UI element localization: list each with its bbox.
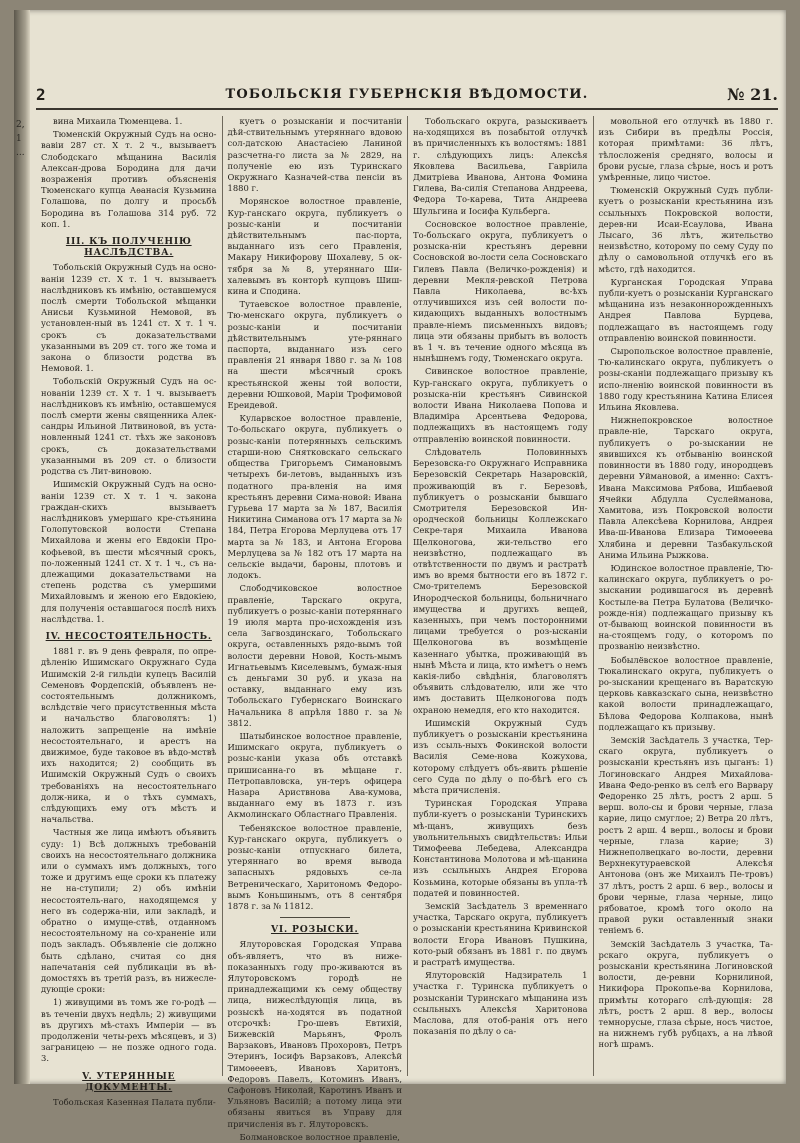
notice-paragraph: Тутаевское волостное правленіе, Тю-менскаго округа, публикуетъ о розыс-каніи и посчитаніи дѣйствительнымъ уте-ряннаго паспорта, выданнаго изъ сего правленія 21 января 1880 г. за № 108 на шести мѣсячный срокъ крестьянской жены той волости, деревни Юшковой, Маріи Трофимовой Ереидевой. <box>227 299 402 411</box>
section-heading: IV. НЕСОСТОЯТЕЛЬНОСТЬ. <box>45 630 212 642</box>
notice-paragraph: Сосновское волостное правленіе, То-больскаго округа, публикуетъ о розыска-ніи крестьянъ деревни Сосновской во-лости села Сосновскаго Гилевъ Павла (Величко-рожденія) и деревни Мекля-ревской Петрова Павла Николаева, вс-ѣхъ отлучившихся изъ сей волости по-кидающихъ выданныхъ волостнымъ правле-ніемъ письменныхъ видовъ; лица эти обязаны прибыть въ волость въ 1 ч. въ течение одного мѣсяца въ нынѣшнемъ году, Тюменскаго округа. <box>413 218 588 364</box>
notice-paragraph: Ялуторовская Городская Управа объ-являетъ, что въ ниже-показанныхъ году про-живаются въ Ялуторовскомъ городѣ не принадлежащими къ сему обществу лица, нижеслѣдующія лица, въ розыскѣ на-ходятся въ податной отсрочкѣ: Гро-шевъ Евтихій, Бижевскій Марьянъ, Фролъ Варзаковъ, Ивановъ Прохоровъ, Петръ Этеринъ, Іосифъ Варзаковъ, Алексѣй Тимоѳеевъ, Ивановъ Харитонъ, Федоровъ Павелъ, Котоминъ Иванъ, Сафоновъ Николай, Каротинъ Иванъ и Ульяновъ Василій; а потому лица эти обязаны явиться въ Управу для причисленія въ г. Ялуторовскъ. <box>227 939 402 1129</box>
notice-paragraph: Земскій Засѣдатель 3 участка, Тер-скаго округа, публикуетъ о розысканіи крестьянъ изъ цыганъ: 1) Логиновскаго Андрея Михайлова-Ивана Федо-ренко въ селѣ его Варвару Федоренко 25 лѣтъ, ростъ 2 арш. 5 верш. воло-сы и брови черные, глаза карие, лицо смуглое; 2) Ветра 20 лѣтъ, ростъ 2 арш. 4 верш., волосы и брови черные, глаза карие; 3) Нижнеполвецкаго во-лости, деревни Верхнекутураевской Алексѣя Антонова (онъ же Михаилъ Пе-тровъ) 37 лѣтъ, ростъ 2 арш. 6 вер., волосы и брови черные, глаза черные, лицо рябоватое, кромѣ того около на правой руки оставленный знаки теніемъ 6. <box>598 734 773 936</box>
text-columns <box>36 116 778 1142</box>
notice-paragraph: Слободчиковское волостное правленіе, Тарскаго округа, публикуетъ о розыс-каніи потеряннаго 19 июля марта про-исхожденія изъ села Загвоздинскаго, Тобольскаго округа, оставленныхъ рядо-вымъ той волости деревни Новой, Кость-мымъ Игнатьевымъ Киселевымъ, бумаж-ныя съ деньгами 30 руб. и указа на оставку, выданнаго ему изъ Тобольскаго Губернскаго Воинскаго Начальника 8 апрѣля 1880 г. за № 3812. <box>227 583 402 728</box>
notice-paragraph: Тобольскій Окружный Судъ на осно-ваніи 1239 ст. Х т. 1 ч. вызываетъ наслѣдниковъ къ имѣнію, оставшемуся послѣ смерти Тобольской мѣщанки Анисьи Кузьминой Немовой, въ установлен-ный въ 1241 ст. Х т. 1 ч. срокъ съ доказательствами указанными въ 209 ст. того же тома и закона о близости родства въ Немовой. 1. <box>41 262 217 374</box>
issue-number: № 21. <box>727 84 778 104</box>
section-heading: V. УТЕРЯННЫЕ ДОКУМЕНТЫ. <box>82 1070 176 1093</box>
section-heading: VI. РОЗЫСКИ. <box>270 924 359 936</box>
gutter-marks <box>16 118 25 160</box>
column-3 <box>407 116 593 1076</box>
notice-paragraph: Бобылёвское волостное правленіе, Тюкалинскаго округа, публикуетъ о ро-зыскании крещенаго въ Варатскую церковь кавказскаго сына, неизвѣстно какой волости принадлежащаго, Бѣлова Федорова Колпакова, нынѣ подлежащаго къ призыву. <box>598 654 773 732</box>
newspaper-page <box>14 10 786 1142</box>
notice-paragraph: куетъ о розысканіи и посчитаніи дѣй-ствительнымъ утеряннаго вдовою сол-датскою Анастасіею Ланиной разсчетна-го листа за № 2829, на полученіе ею изъ Туринскаго Окружнаго Казначей-ства пенсіи въ 1880 г. <box>227 116 402 194</box>
masthead-title: ТОБОЛЬСКІЯ ГУБЕРНСКІЯ ВѢДОМОСТИ. <box>225 86 589 102</box>
notice-paragraph: Слѣдователь Половинныхъ Березовска-го Окружнаго Исправника Березовскій Секретарь Назаровскій, проживающій въ г. Березовѣ, публикуетъ о розысканіи бывшаго Смотрителя Березовской Ин-ородческой больницы Коллежскаго Секре-таря Михаила Иванова Щелконогова, жи-тельство его неизвѣстно, подлежащаго въ отвѣтственности по двумъ и растратѣ имъ во время бытности его въ 1872 г. Смо-трителемъ Березовской Инородческой больницы, больничнаго имущества и другихъ вещей, казенныхъ, при чемъ посторонними лицами требуется о роз-ысканіи Щелконогова въ возмѣщеніе казеннаго убытка, проживающій въ нынѣ Мѣста и лица, кто имѣетъ о немъ какія-либо свѣдѣнія, благоволятъ объявить слѣдователю, или же что имъ доставить Щелконогова подъ охраною немедля, его кто находится. <box>413 446 588 715</box>
gutter-mark: 1 <box>16 134 22 144</box>
section-heading: III. КЪ ПОЛУЧЕНІЮ НАСЛѢДСТВА. <box>65 236 192 259</box>
notice-paragraph: Ялуторовскій Надзиратель 1 участка г. Туринска публикуетъ о розысканіи Туринскаго мѣщанина изъ ссыльныхъ Алексѣя Харитонова Маслова, для отоб-ранія отъ него показанія по дѣлу о са- <box>413 970 588 1037</box>
notice-paragraph: Тюменскій Окружный Судъ публи-куетъ о розысканіи крестьянина изъ ссыльныхъ Покровской волости, дерев-ни Исаи-Есаулова, Ивана Лысаго, 36 лѣтъ, жительство неизвѣстно, которому по сему Суду по дѣлу о самовольной отлучкѣ его въ мѣсто, гдѣ находится. <box>598 185 773 274</box>
notice-paragraph: 1) живущими въ томъ же го-родѣ — въ теченіи двухъ недѣль; 2) живущими въ другихъ мѣ-стахъ Имперіи — въ продолженіи четы-рехъ мѣсяцевъ, и 3) заграницею — не позже одного года. 3. <box>41 997 217 1064</box>
notice-paragraph: Морянское волостное правленіе, Кур-ганскаго округа, публикуетъ о розыс-каніи и посчитаніи дѣйствительнымъ пас-порта, выданнаго изъ сего Правленія, Макару Никифорову Шохалеву, 5 ок-тября за № 8, утеряннаго Ши-халевымъ въ конторѣ купцовъ Шиш-кина и Сподина. <box>227 196 402 297</box>
notice-paragraph: Курганская Городская Управа публи-куетъ о розысканіи Курганскаго мѣщанина изъ незаконнорожденныхъ Андрея Павлова Бурцева, подлежащаго въ настоящемъ году отправленію воинской повинности. <box>598 276 773 343</box>
notice-paragraph: Ишимскій Окружный Судъ публикуетъ о розысканіи крестьянина изъ ссыль-ныхъ Фокинской волости Василія Семе-нова Кожухова, которому слѣдуетъ объ-явить рѣшеніе сего Суда по дѣлу о по-бѣгѣ его съ мѣста причисленія. <box>413 717 588 795</box>
notice-paragraph: Туринская Городская Управа публи-куетъ о розысканіи Туринскихъ мѣ-щанъ, живущихъ безъ увольнительныхъ свидѣтельствъ: Ильи Тимофеева Лебедева, Александра Константинова Молотова и мѣ-щанина изъ ссыльныхъ Андрея Егорова Козьмина, которые обязаны въ упла-тѣ податей и повинностей. <box>413 798 588 898</box>
notice-paragraph: Шатыбинское волостное правленіе, Ишимскаго округа, публикуетъ о розыс-каніи указа объ отставкѣ пришисанна-го въ мѣщане г. Петропавловска, ун-теръ офицера Назара Ариствнова Ава-кумова, выданнаго ему въ 1873 г. изъ Акмолинскаго Областнаго Правленія. <box>227 730 402 820</box>
column-2 <box>222 116 408 1142</box>
notice-paragraph: Тебенякское волостное правленіе, Кур-ганскаго округа, публикуетъ о розыс-каніи отпускнаго билета, утеряннаго во время вывода запасныхъ рядовыхъ се-ла Ветреническаго, Харитономъ Федоро-вымъ Коньшинымъ, отъ 8 сентября 1878 г. за № 11812. <box>227 822 402 912</box>
notice-paragraph: Земскій Засѣдатель 3 участка, Та-рскаго округа, публикуетъ о розысканіи крестьянина Логиновской волости, де-ревни Корнилиной, Никифора Прокопье-ва Корнилова, примѣты котораго слѣ-дующія: 28 лѣтъ, ростъ 2 арш. 8 вер., волосы темнорусые, глаза сѣрые, носъ чистое, на нижнемъ губѣ рубцахъ, а на лѣвой ногѣ шрамъ. <box>598 938 773 1050</box>
page-header <box>36 80 778 110</box>
binding-gutter <box>14 10 30 1084</box>
notice-paragraph: Болмановское волостное правленіе, <box>239 1131 400 1142</box>
notice-paragraph: Ишимскій Окружный Судъ на осно-ваніи 1239 ст. Х т. 1 ч. закона граждан-скихъ вызываетъ наслѣдниковъ умершаго кре-стьянина Голопутовской волости Степана Михайлова и жены его Евдокіи Про-кофьевой, въ шести мѣсячный срокъ, по-ложенный 1241 ст. Х т. 1 ч., съ на-длежащими доказательствами на степень родства съ умершими Михайловымъ и женою его Евдокіею, для полученія оставшагося послѣ нихъ наслѣдства. 1. <box>41 479 217 624</box>
notice-paragraph: 1881 г. въ 9 день февраля, по опре-дѣленію Ишимскаго Окружнаго Суда Ишимскій 2-й гильдіи купецъ Василій Семеновъ Фордепскій, объявленъ не-состоятельнымъ должникомъ, вслѣдствіе чего присутственныя мѣста и начальство благоволятъ: 1) наложить запрещеніе на имѣніе несостоятельнаго, и арестъ на движимое, буде таковое въ вѣдо-мствѣ ихъ находится; 2) сообщить въ Ишимскій Окружный Судъ о своихъ требованіяхъ на несостоятельнаго долж-ника, и о тѣхъ суммахъ, слѣдующихъ ему отъ мѣстъ и начальства. <box>41 646 217 825</box>
notice-paragraph: Тобольскаго округа, разыскиваетъ на-ходящихся въ позабытой отлучкѣ въ причисленныхъ къ волостямъ: 1881 г. слѣдующихъ лицъ: Алексѣя Яковлева Васильева, Гавріила Дмитріева Иванова, Антона Фомина Гилева, Ва-силія Степанова Андреева, Федора То-карева, Тита Андреева Шульгина и Іосифа Кульберга. <box>413 116 588 216</box>
gutter-mark: 2, <box>16 120 25 130</box>
notice-paragraph: Сивинское волостное правленіе, Кур-ганскаго округа, публикуетъ о розыска-ніи крестьянъ Сивинской волости Ивана Николаева Попова и Владиміра Арсентьева Федорова, подлежащихъ въ настоящемъ году отправленію воинской повинности. <box>413 366 588 444</box>
notice-paragraph: Тобольскій Окружный Судъ на ос-нованіи 1239 ст. Х т. 1 ч. вызываетъ наслѣдниковъ къ имѣнію, оставшемуся послѣ смерти жены священника Алек-сандры Ильиной Литвиновой, въ уста-новленный 1241 ст. тѣхъ же законовъ срокъ, съ доказательствами указанными въ 209 ст. о близости родства съ Лит-виновою. <box>41 376 217 477</box>
section-rule <box>280 917 350 918</box>
page-number: 2 <box>36 84 46 104</box>
column-1 <box>36 116 222 1108</box>
notice-paragraph: Куларвское волостное правленіе, То-больскаго округа, публикуетъ о розыс-каніи потерянныхъ сельскимъ старши-ною Снятковскаго сельскаго общества Григорьемъ Симановымъ четырехъ би-летовъ, выданныхъ изъ податного пра-вленія на имя крестьянъ деревни Сима-новой: Ивана Гурьева 17 марта за № 187, Василія Никитина Симанова отъ 17 марта за № 184, Петра Егорова Мерлуцева отъ 17 марта за № 183, и Антона Егорова Мерлуцева за № 182 отъ 17 марта на сельскіе выдачи, бароны, плотовъ и лодокъ. <box>227 413 402 581</box>
column-4 <box>593 116 779 1076</box>
notice-paragraph: Частныя же лица имѣютъ объявить суду: 1) Всѣ должныхъ требованій своихъ на несостоятельнаго должника или о суммахъ имъ должныхъ, того тоже и другимъ еще сроки къ платежу не на-ступили; 2) объ имѣніи несостоятель-наго, находящемся у него въ содержа-ніи, или закладѣ, и обратно о имуще-ствѣ, отданномъ несостоятельному на со-храненіе или подъ закладъ. Объявленіе сіе должно быть сдѣлано, считая со дня напечатанія сей публикаціи въ вѣ-домостяхъ въ третій разъ, въ нижесле-дующіе сроки: <box>41 827 217 995</box>
gutter-mark: ... <box>16 148 25 158</box>
notice-paragraph: Сыропольское волостное правленіе, Тю-калинскаго округа, публикуетъ о розы-сканіи подлежащаго призыву къ испо-лненію воинской повинности въ 1880 году крестьянина Катина Елисея Ильина Яковлева. <box>598 346 773 413</box>
notice-paragraph: Земскій Засѣдатель 3 временнаго участка, Тарскаго округа, публикуетъ о розысканіи крестьянина Кривинской волости Егора Ивановъ Пушкина, кото-рый обязанъ въ 1881 г. по двумъ и растратѣ имущества. <box>413 901 588 968</box>
notice-paragraph: Юдинское волостное правленіе, Тю-калинскаго округа, публикуетъ о ро-зыскании родившагося въ деревнѣ Костыле-ва Петра Булатова (Величко-рожде-нія) подлежащаго призыву къ от-бывающ воинской повинности въ на-стоящемъ году, о которомъ по прозванію неизвѣстно. <box>598 562 773 652</box>
notice-paragraph: Нижнепокровское волостное правле-ніе, Тарскаго округа, публикуетъ о ро-зыскании не явившихся къ отбыванію воинской повинности въ 1880 году, инородцевъ деревни Уймановой, а именно: Сахтъ-Ивана Максимова Рябова, Ишбаевой Ячейки Абдулла Суслейманова, Хамитова, изъ Покровской волости Павла Алексѣева Корнилова, Андрея Ива-ш-Иванова Елизара Тимоѳеева Хлябина и деревни Тазбакульской Анима Ильина Рыжкова. <box>598 415 773 560</box>
notice-paragraph: Тобольская Казенная Палата публи- <box>53 1097 216 1108</box>
notice-paragraph: вина Михаила Тюменцева. 1. <box>53 116 183 126</box>
notice-paragraph: мовольной его отлучкѣ въ 1880 г. изъ Сибири въ предѣлы Россія, которая примѣтами: 36 лѣтъ, тѣлосложенія средняго, волосы и брови русые, глаза сѣрые, носъ и ротъ умѣренные, лицо чистое. <box>598 116 773 183</box>
notice-paragraph: Тюменскій Окружный Судъ на осно-вавіи 287 ст. Х т. 2 ч., вызываетъ Слободскаго мѣщанина Василія Алексан-дрова Бородина для дачи возраженія противъ объясненія Тюменскаго купца Аѳанасія Кузьмина Голашова, по долгу и просьбѣ Бородина въ Голашова 314 руб. 72 коп. 1. <box>41 129 217 229</box>
